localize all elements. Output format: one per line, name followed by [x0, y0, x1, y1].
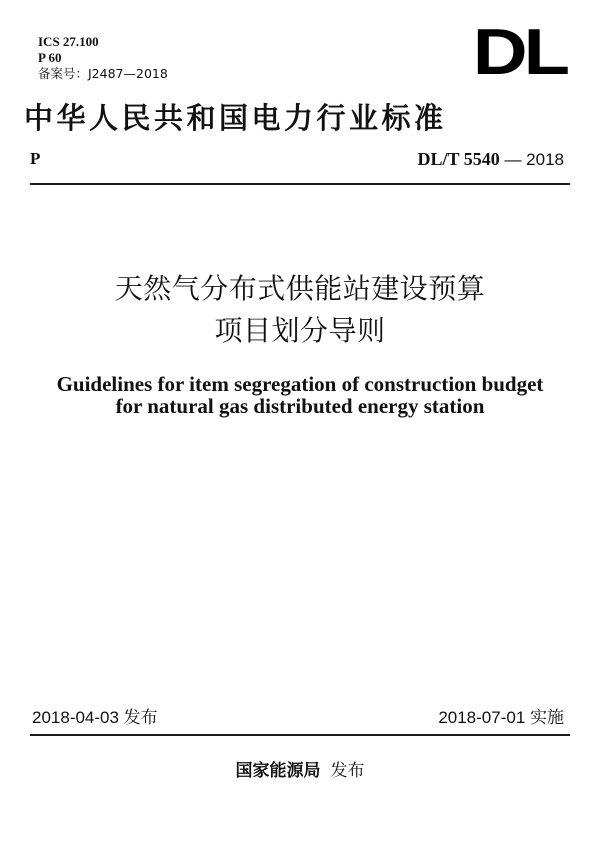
title-cn-line1: 天然气分布式供能站建设预算 — [114, 272, 486, 305]
standard-code-number: DL/T 5540 — [417, 149, 500, 169]
ics-code: ICS 27.100 — [38, 34, 99, 49]
issuer-action: 发布 — [330, 761, 365, 781]
title-en-line2: for natural gas distributed energy station — [115, 394, 485, 418]
title-en-line1: Guidelines for item segregation of construction budget — [56, 372, 544, 396]
issue-date: 2018-04-03 发布 — [32, 708, 158, 727]
category-code: P 60 — [38, 50, 62, 65]
standard-code-year: 2018 — [526, 150, 564, 169]
category-letter: P — [30, 149, 41, 168]
dl-logo: DL — [472, 15, 566, 89]
implement-date: 2018-07-01 实施 — [438, 708, 564, 727]
standard-name: 中华人民共和国电力行业标准 — [24, 101, 447, 135]
standard-code-dash: — — [499, 150, 527, 169]
issuer-org: 国家能源局 — [235, 761, 321, 781]
standard-code — [418, 148, 564, 171]
bottom-divider — [30, 734, 570, 736]
issuer — [0, 760, 600, 782]
record-number: 备案号：J2487—2018 — [38, 66, 168, 81]
top-divider — [30, 183, 570, 185]
title-cn-line2: 项目划分导则 — [214, 314, 386, 347]
